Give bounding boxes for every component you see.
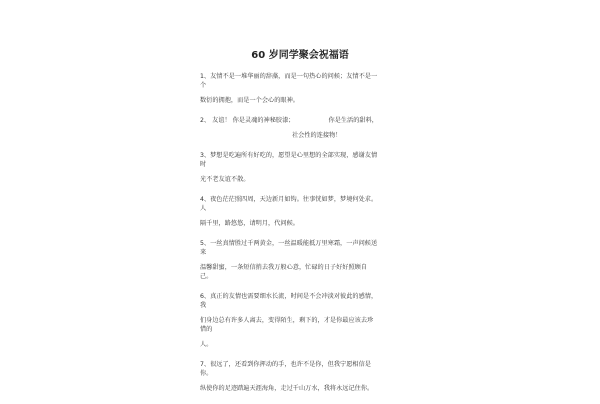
paragraph-6-line-2: 们身边总有许多人离去，变得陌生，剩下的，才是你最应该去珍惜的 [200, 317, 374, 333]
paragraph-6-line-1: 6、真正的友情也需要细水长流，时间是不会冲淡对彼此的感情，我 [200, 293, 378, 309]
paragraph-4-line-1: 4、夜色茫茫照四周，天边新月如钩。往事恍如梦，梦境何处求。人 [200, 196, 378, 212]
paragraph-6-line-3: 人。 [200, 341, 213, 348]
paragraph-1-line-1: 1、友情不是一堆华丽的辞藻，而是一句热心的问候；友情不是一个 [200, 73, 378, 89]
paragraph-7-line-1: 7、很远了，还看到你挥动的手，也许不是你，但我宁愿相信是你。 [200, 361, 371, 377]
paragraph-7-line-2: 纵使你的足迹踏遍天涯海角，走过千山万水，我将永远记住你。 [200, 385, 374, 392]
paragraph-2-left-text: 2、 友谊！ 你是灵魂的神秘胶漆； [200, 117, 295, 124]
document-content [200, 72, 378, 404]
paragraph-3-line-2: 光不老友谊不散。 [200, 176, 250, 183]
paragraph-3-line-1: 3、梦想是吃遍所有好吃的，愿望是心里想的全部实现，感谢友情时 [200, 152, 378, 168]
paragraph-5-line-1: 5、一丝真情胜过千两黄金，一丝温暖能抵万里寒霜，一声问候送来 [200, 240, 378, 256]
paragraph-5-line-2: 温馨甜蜜，一条短信捎去我万般心意，忙碌的日子好好照顾自己。 [200, 264, 368, 280]
document-title: 60 岁同学聚会祝福语 [251, 50, 349, 61]
paragraph-2-line-2: 社会性的连接物！ [292, 132, 342, 139]
paragraph-1-line-2: 数衍的拥抱，而是一个会心的眼神。 [200, 97, 299, 104]
paragraph-2-right-text: 你是生活的甜料， [328, 117, 378, 124]
paragraph-4-line-2: 隔千里，路悠悠，请明月，代问候。 [200, 220, 299, 227]
paragraph-2-line-1 [200, 116, 378, 125]
